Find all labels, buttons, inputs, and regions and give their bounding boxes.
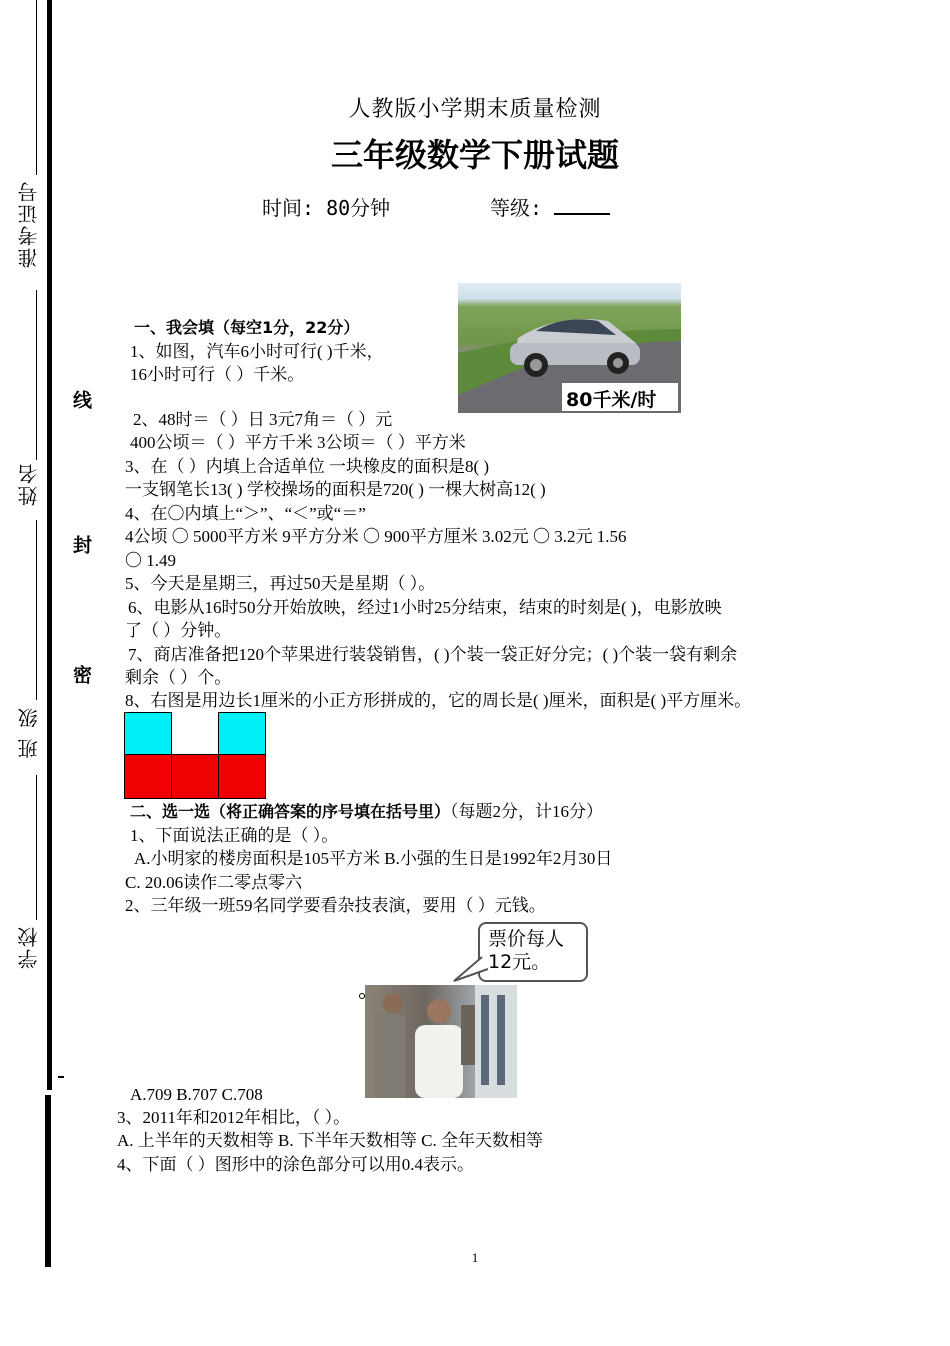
- red-square-2: [171, 754, 219, 799]
- q2-line1: 2、48时＝（ ）日 3元7角＝（ ）元: [133, 410, 393, 429]
- q7-line2: 剩余（ ）个。: [125, 668, 232, 687]
- section2-heading: [130, 801, 603, 823]
- q3-line1: 3、在（ ）内填上合适单位 一块橡皮的面积是8( ): [125, 457, 490, 476]
- school-underline: [36, 775, 37, 920]
- red-square-1: [124, 754, 172, 799]
- section2-heading-rest: （每题2分，计16分）: [450, 802, 604, 821]
- cyan-square-right: [218, 712, 266, 755]
- ticket-speech-bubble: [478, 922, 588, 982]
- time-label: 时间: 80分钟: [262, 196, 391, 220]
- s2-q2-options: A.709 B.707 C.708: [130, 1085, 263, 1104]
- red-square-3: [218, 754, 266, 799]
- q1-line1: 1、如图，汽车6小时可行( )千米，: [130, 342, 384, 361]
- s2-q1-c: C. 20.06读作二零点零六: [125, 873, 303, 892]
- speech-bubble-tail: [452, 955, 492, 985]
- seal-seal-char: 封: [70, 535, 92, 554]
- q5-line: 5、今天是星期三，再过50天是星期（ ）。: [125, 574, 436, 593]
- class-underline: [36, 520, 37, 700]
- dot-mark: [359, 993, 365, 999]
- car-speed-label: 80千米/时: [566, 389, 657, 411]
- s2-q3: 3、2011年和2012年相比，（ ）。: [117, 1108, 351, 1127]
- q4-line1: 4、在〇内填上“＞”、“＜”或“＝”: [125, 504, 366, 523]
- ticket-price-text: 票价每人 12元。: [488, 928, 565, 973]
- people-figure-icon: [365, 985, 517, 1098]
- q6-line1: 6、电影从16时50分开始放映，经过1小时25分结束，结束的时刻是( )，电影放映: [128, 598, 722, 617]
- s2-q3-options: A. 上半年的天数相等 B. 下半年天数相等 C. 全年天数相等: [117, 1131, 543, 1150]
- car-photo: [458, 283, 681, 413]
- page-number: 1: [471, 1250, 479, 1265]
- exam-id-label: 准考证号: [17, 180, 41, 268]
- grade-label: [490, 192, 610, 221]
- q3-line2: 一支钢笔长13( ) 学校操场的面积是720( ) 一棵大树高12( ): [125, 480, 546, 499]
- q2-line2: 400公顷＝（ ）平方千米 3公顷＝（ ）平方米: [130, 433, 466, 452]
- q1-line2: 16小时可行（ ）千米。: [130, 365, 305, 384]
- q8-line: 8、右图是用边长1厘米的小正方形拼成的，它的周长是( )厘米，面积是( )平方厘米。: [125, 691, 752, 710]
- s2-q1: 1、下面说法正确的是（ ）。: [130, 826, 339, 845]
- section2-heading-bold: 二、选一选（将正确答案的序号填在括号里）: [130, 802, 451, 821]
- binding-tick: [58, 1076, 64, 1078]
- s2-q2: 2、三年级一班59名同学要看杂技表演，要用（ ）元钱。: [125, 896, 546, 915]
- s2-q1-ab: A.小明家的楼房面积是105平方米 B.小强的生日是1992年2月30日: [134, 849, 613, 868]
- q7-line1: 7、商店准备把120个苹果进行装袋销售，( )个装一袋正好分完；( )个装一袋有剩余: [128, 645, 738, 664]
- seal-secret-char: 密: [70, 665, 92, 684]
- binding-bar-bottom: [45, 1095, 51, 1267]
- q4-line2: 4公顷 〇 5000平方米 9平方分米 〇 900平方厘米 3.02元 〇 3.2元 1.56: [125, 527, 627, 546]
- q6-line2: 了（ ）分钟。: [125, 621, 232, 640]
- school-label: 学校: [17, 925, 41, 969]
- seal-line-char: 线: [70, 390, 92, 409]
- exam-subtitle: 人教版小学期末质量检测: [348, 97, 602, 122]
- people-photo: [365, 985, 517, 1098]
- cyan-square-left: [124, 712, 172, 755]
- s2-q4: 4、下面（ ）图形中的涂色部分可以用0.4表示。: [117, 1155, 474, 1174]
- square-figure: [124, 712, 267, 799]
- exam-title: 三年级数学下册试题: [330, 136, 619, 174]
- class-label: 班 级: [17, 706, 41, 759]
- name-label: 姓名: [17, 462, 41, 506]
- grade-label-text: 等级:: [490, 196, 555, 220]
- name-underline: [36, 290, 37, 460]
- q4-line3: 〇 1.49: [125, 551, 176, 570]
- grade-blank: [554, 213, 610, 215]
- section1-heading: 一、我会填（每空1分，22分）: [134, 318, 360, 337]
